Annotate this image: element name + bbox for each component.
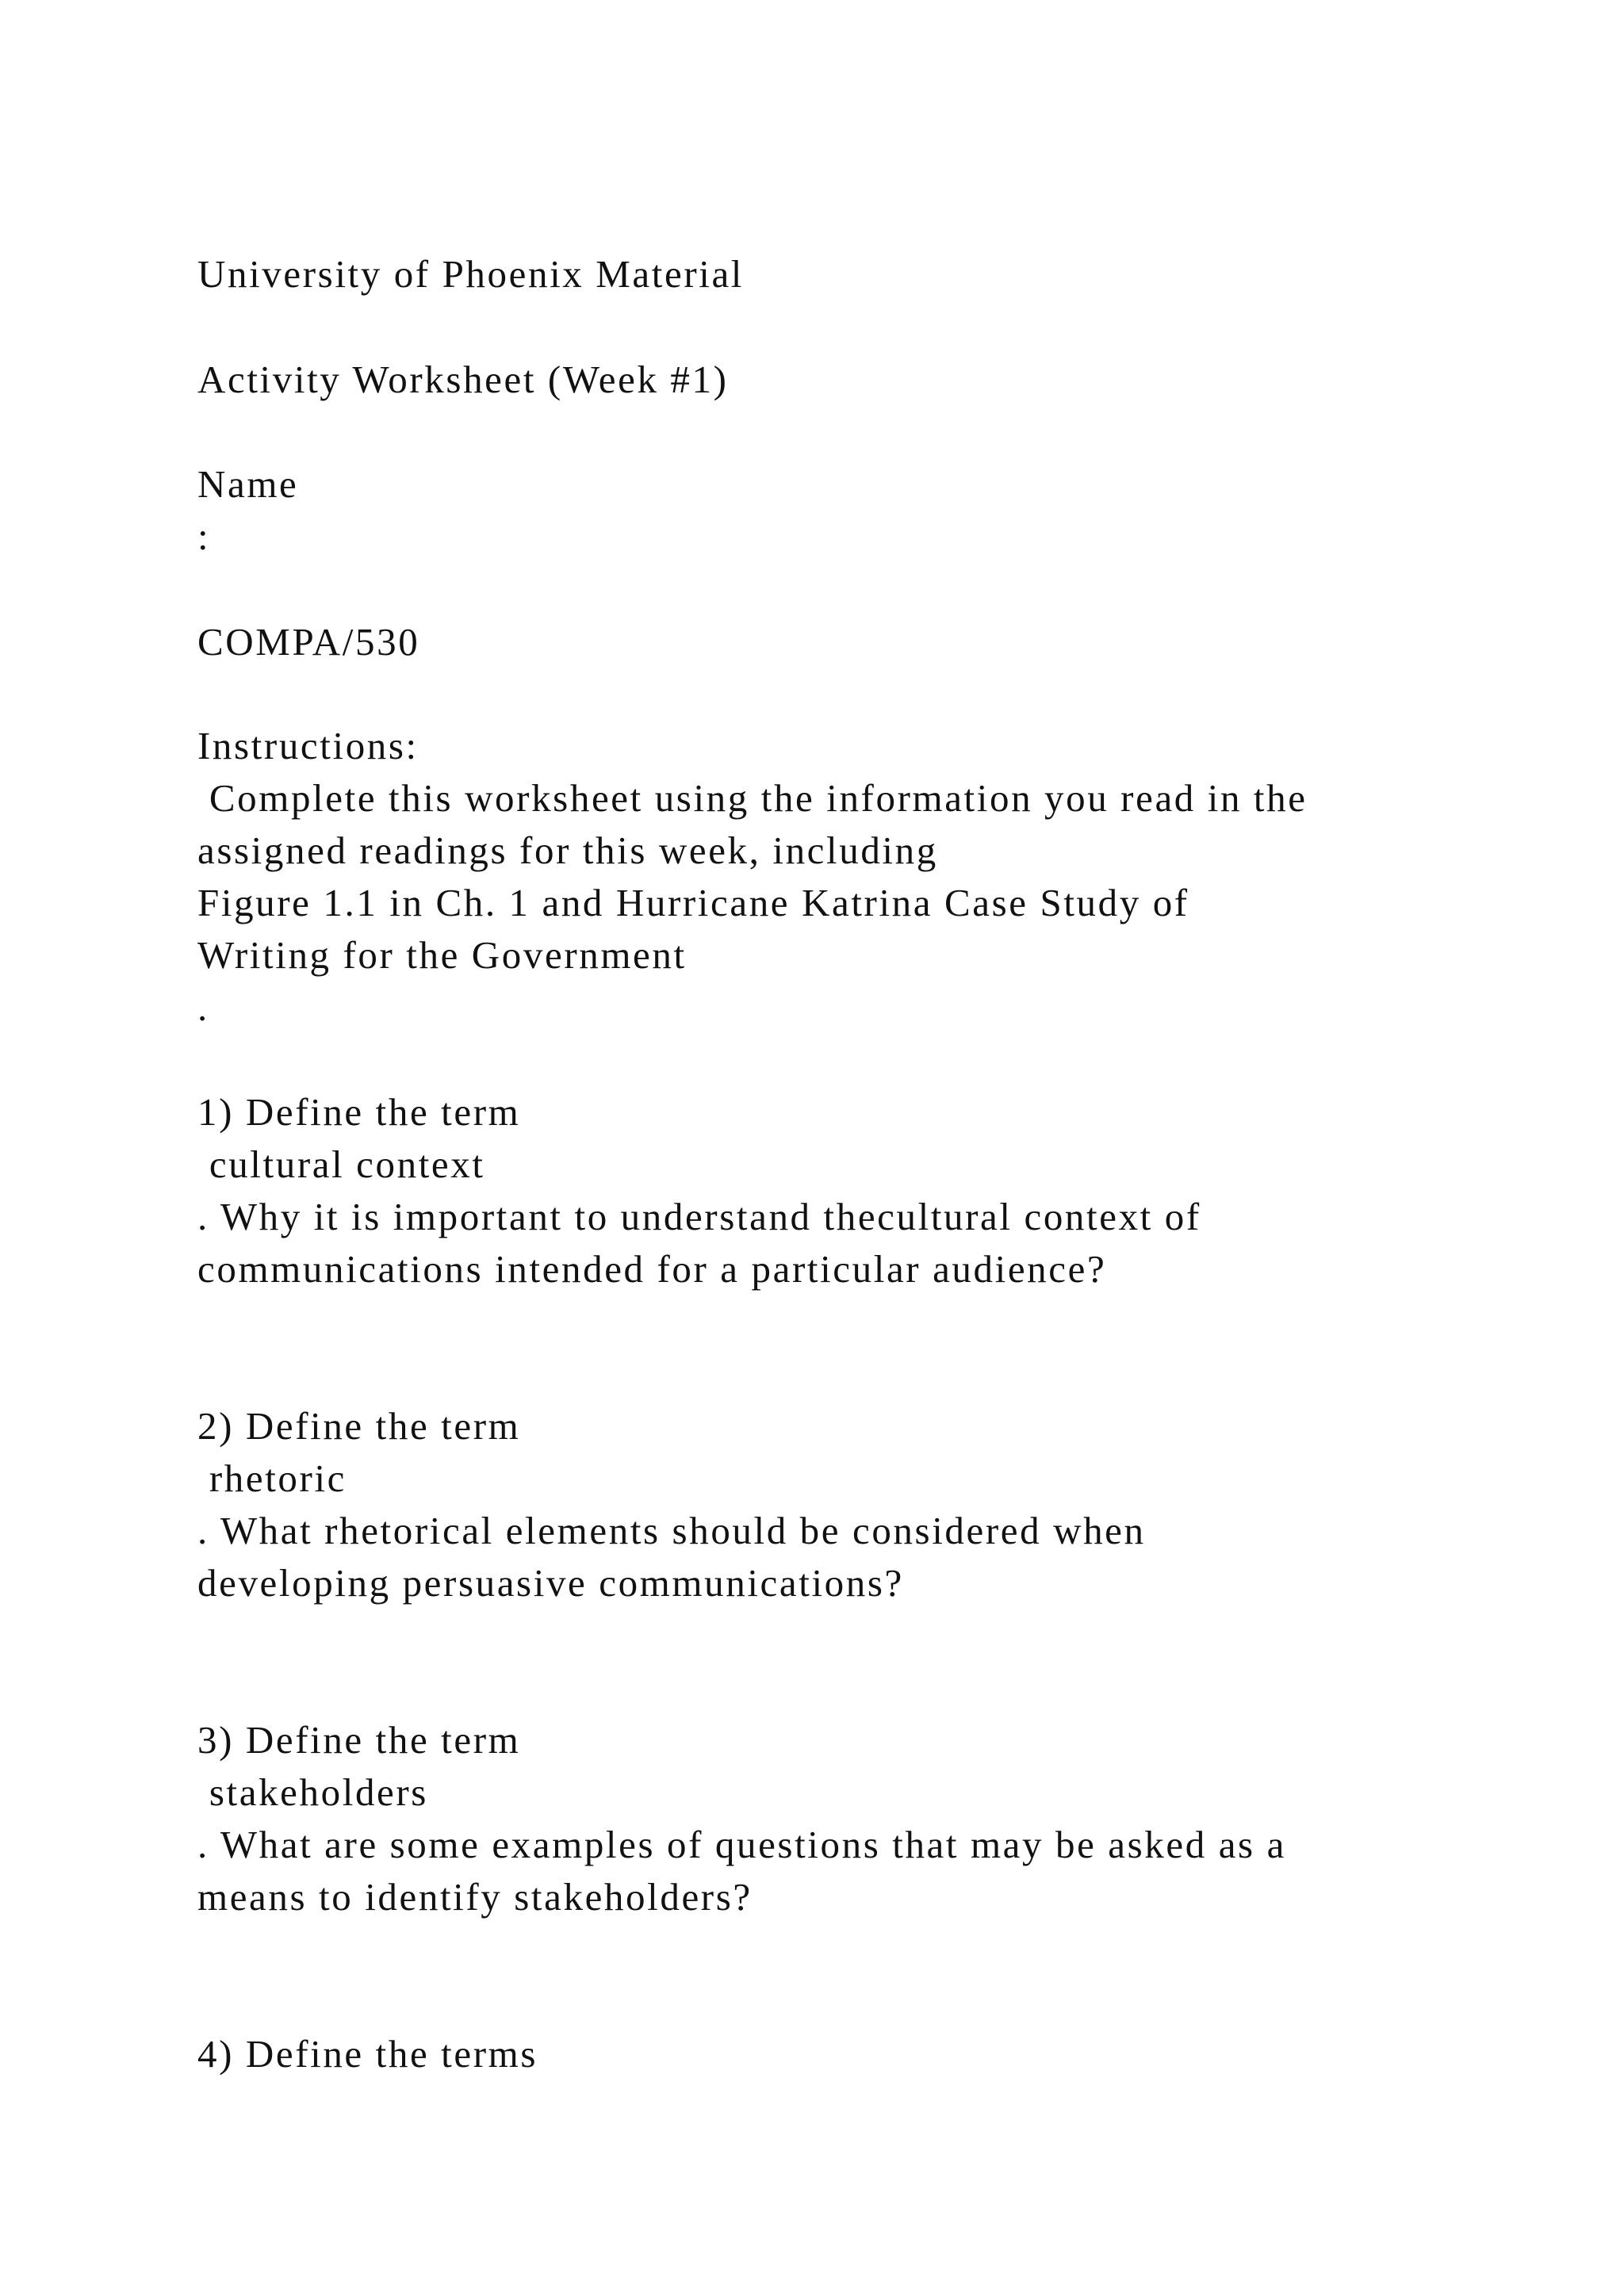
question-2-heading: 2) Define the term — [197, 1404, 521, 1448]
instructions-line: Writing for the Government — [197, 933, 687, 977]
instructions-line: assigned readings for this week, including — [197, 828, 938, 872]
instructions-line: Figure 1.1 in Ch. 1 and Hurricane Katrina Case Study of — [197, 881, 1189, 924]
question-4-heading: 4) Define the terms — [197, 2032, 538, 2076]
name-colon: : — [197, 515, 211, 558]
question-3-heading: 3) Define the term — [197, 1718, 521, 1762]
question-1-text: . Why it is important to understand thecultural context of — [197, 1195, 1201, 1238]
question-3-term: stakeholders — [197, 1770, 428, 1814]
question-1-term: cultural context — [197, 1142, 485, 1186]
instructions-label: Instructions: — [197, 724, 419, 767]
worksheet-title: Activity Worksheet (Week #1) — [197, 358, 729, 401]
course-code: COMPA/530 — [197, 620, 420, 664]
question-3-text: . What are some examples of questions that may be asked as a — [197, 1823, 1286, 1866]
question-2-text: developing persuasive communications? — [197, 1561, 904, 1605]
name-label: Name — [197, 462, 299, 506]
instructions-line: Complete this worksheet using the information you read in the — [197, 776, 1308, 820]
institution-heading: University of Phoenix Material — [197, 252, 745, 296]
question-1-text: communications intended for a particular audience? — [197, 1247, 1107, 1291]
question-3-text: means to identify stakeholders? — [197, 1875, 753, 1919]
instructions-line: . — [197, 985, 209, 1029]
question-2-text: . What rhetorical elements should be considered when — [197, 1509, 1146, 1552]
question-1-heading: 1) Define the term — [197, 1090, 521, 1134]
question-2-term: rhetoric — [197, 1456, 347, 1500]
